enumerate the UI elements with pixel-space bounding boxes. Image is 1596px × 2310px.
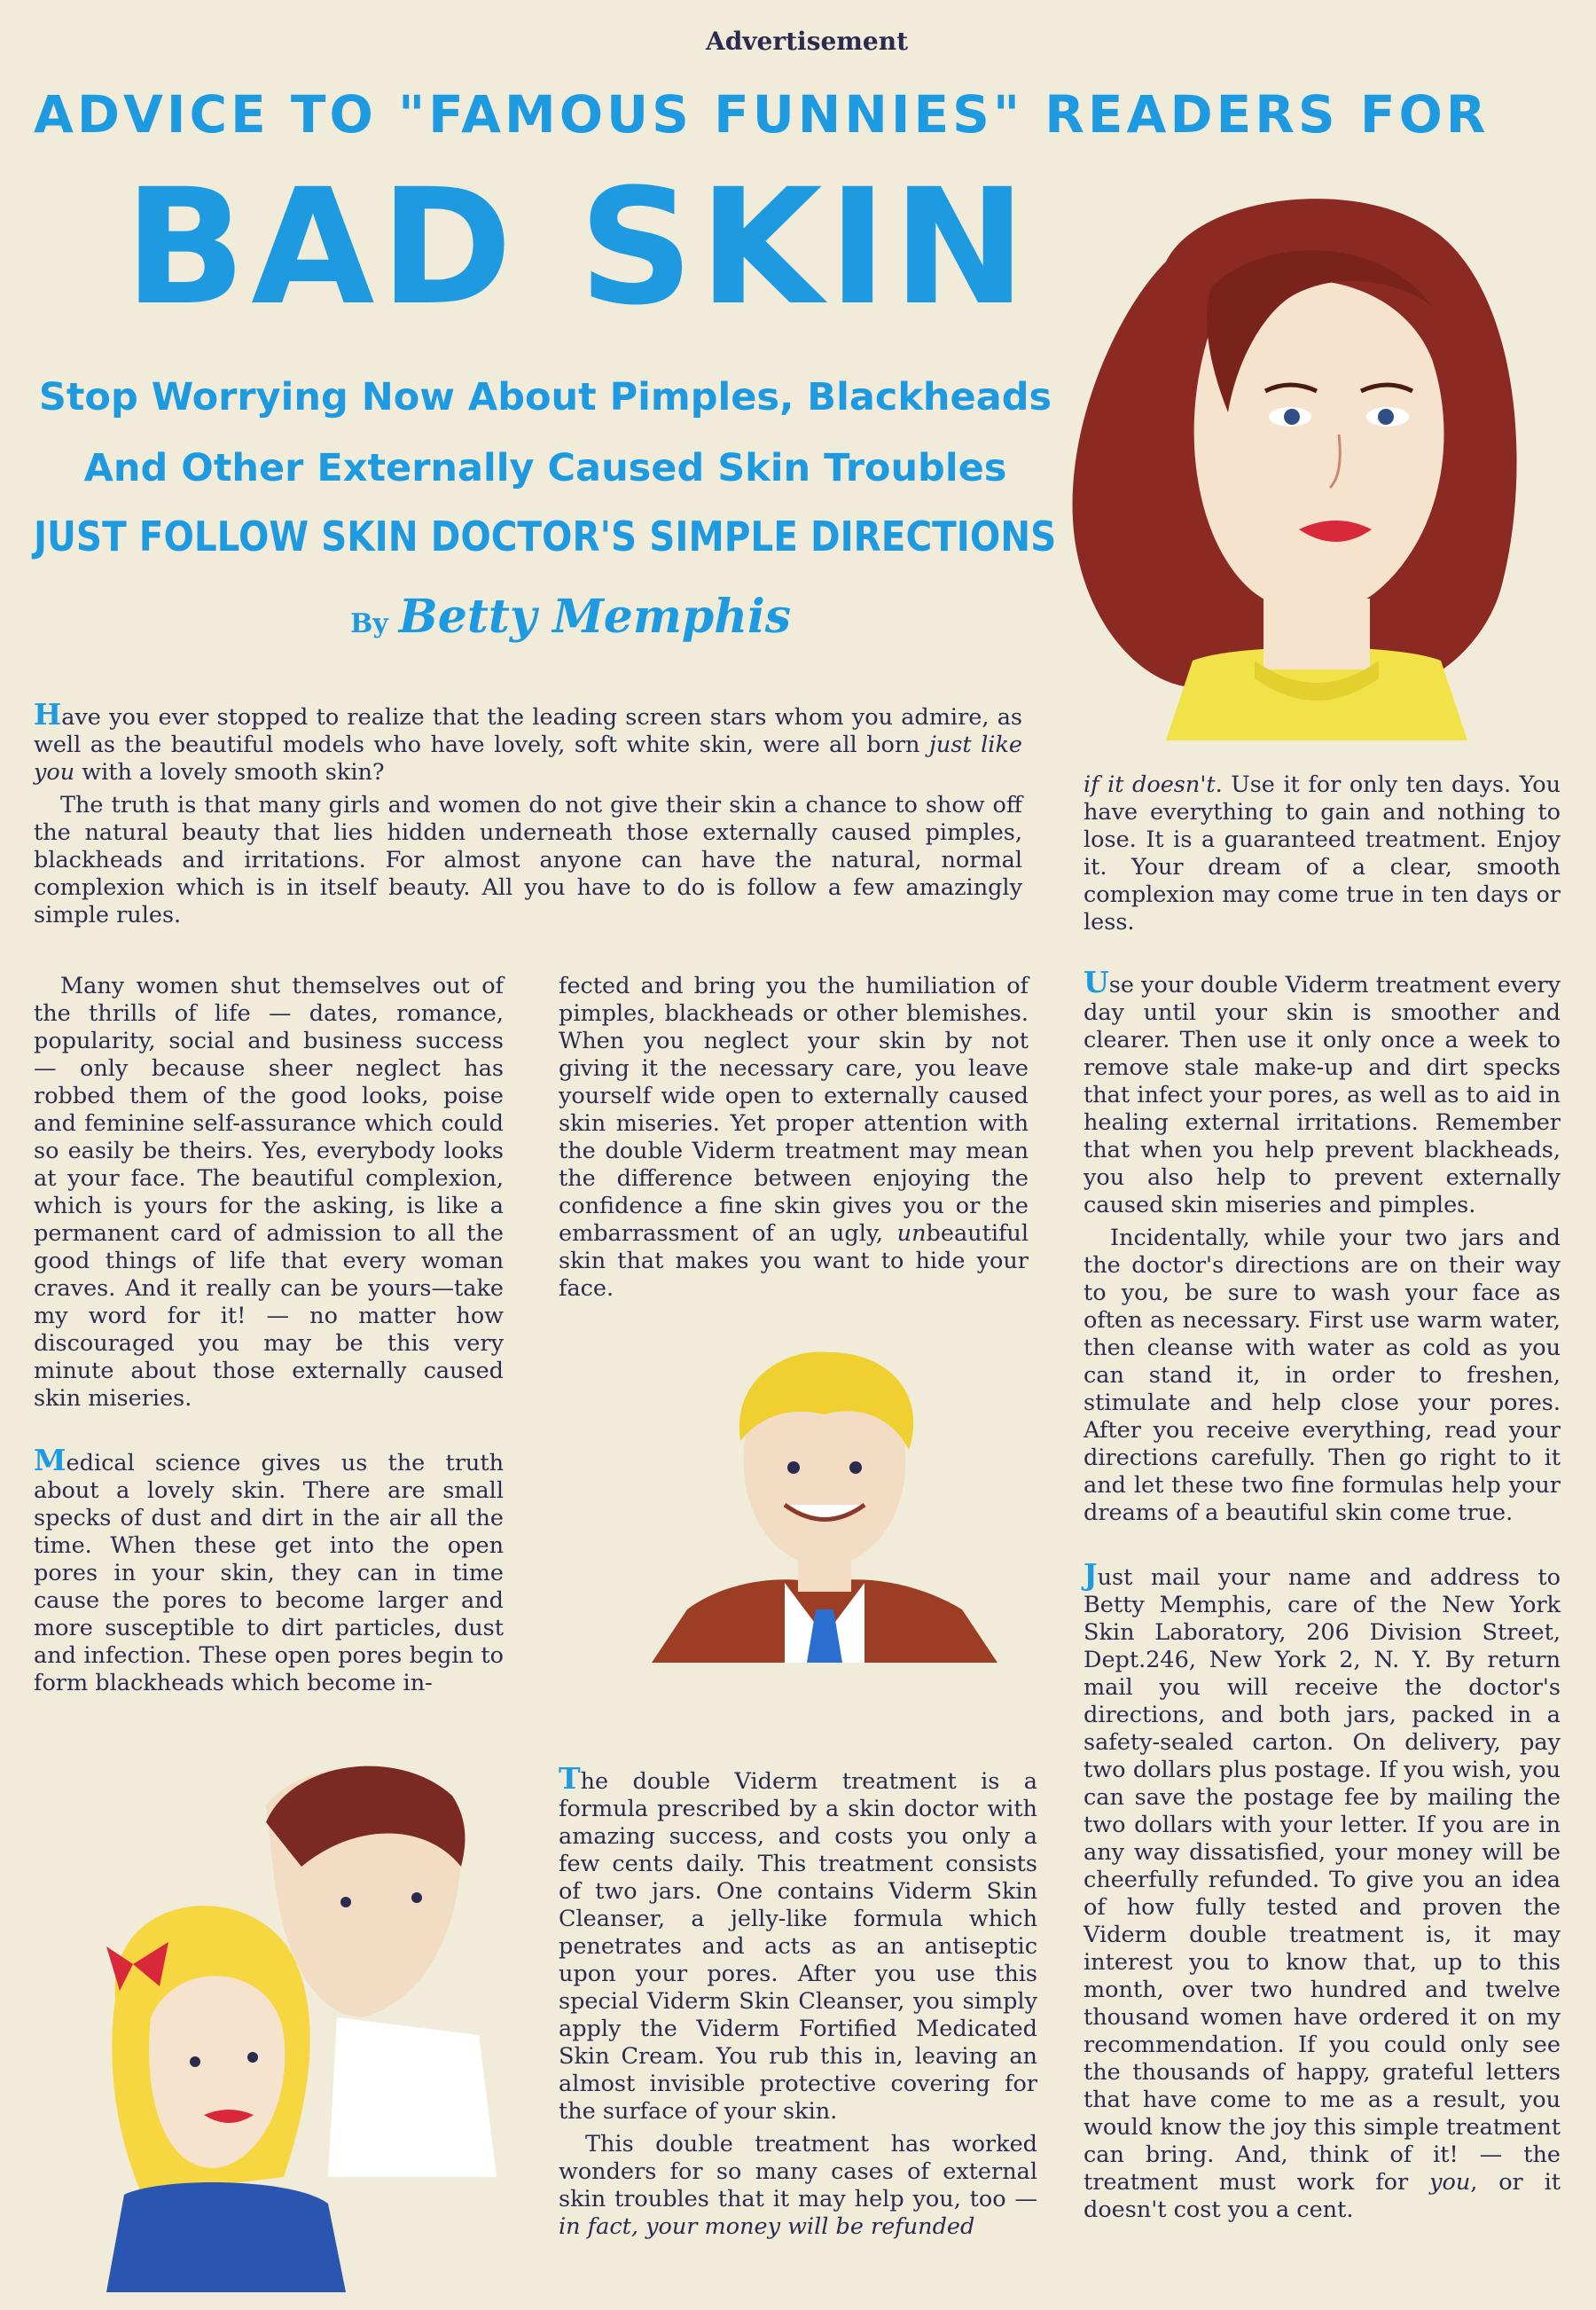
drop-cap: U <box>1084 965 1109 999</box>
col3-paragraph-0 <box>1084 771 1561 936</box>
col3-p0-body: . Use it for only ten days. You have everything to gain and nothing to lose. It is a guaranteed treatment. Enjoy it. Your dream of a clear, smooth complexion may come true in ten days or less. <box>1084 771 1561 936</box>
drop-cap: M <box>34 1443 66 1477</box>
col1-paragraph-2 <box>34 1443 504 1697</box>
subhead-line-2: And Other Externally Caused Skin Troubles <box>83 446 1007 490</box>
col2-p3-emphasis: — in fact, your money will be refunded <box>559 2186 1037 2240</box>
intro-section <box>34 697 1022 929</box>
byline-by: By <box>350 608 388 639</box>
drop-cap: H <box>34 697 62 732</box>
col3-p0-emphasis: if it doesn't <box>1084 771 1216 798</box>
col3-paragraph-1 <box>1084 965 1561 1219</box>
headline-main: BAD SKIN <box>124 155 1032 341</box>
author-name: Betty Memphis <box>398 590 792 644</box>
col2-paragraph-1 <box>559 973 1029 1303</box>
col3-p3-body-a: ust mail your name and address to Betty Memphis, care of the New York Skin Laboratory, 206 Division Street, Dept.246, New York 2, N. Y. By return mail you will receive the doctor's directions, and both jars, packed in a safety-sealed carton. On delivery, pay two dollars plus postage. If you wish, you can save the postage fee by mailing the two dollars with your letter. If you are in any way dissatisfied, your money will be cheerfully refunded. To give you an idea of how fully tested and proven the Viderm double treatment is, it may interest you to know that, up to this month, over two hundred and twelve thousand women have ordered it on my recommendation. If you could only see the thousands of happy, grateful letters that have come to me as a result, you would know the joy this simple treatment can bring. And, think of it! — the treatment must work for <box>1084 1564 1561 2196</box>
col2-paragraph-3 <box>559 2131 1037 2241</box>
subhead-line-1: Stop Worrying Now About Pimples, Blackheads <box>38 375 1052 419</box>
col3-p3-emphasis: you <box>1429 2169 1471 2196</box>
col2-p3-body: This double treatment has worked wonders for so many cases of external skin troubles that it may help you, too <box>559 2131 1037 2212</box>
advertisement-label: Advertisement <box>705 27 909 56</box>
col3-paragraph-3 <box>1084 1557 1561 2224</box>
column-2-top <box>559 973 1029 1303</box>
col1-paragraph-1: Many women shut themselves out of the thrills of life — dates, romance, popularity, social and business success — only because sheer neglect has robbed them of the good looks, poise and feminine self-assurance which could so easily be theirs. Yes, everybody looks at your face. The beautiful complexion, which is yours for the asking, is like a permanent card of admission to all the good things of life that every woman craves. And it really can be yours—take my word for it! — no matter how discouraged you may be this very minute about those externally caused skin miseries. <box>34 973 504 1412</box>
man-portrait-illustration <box>652 1343 998 1663</box>
intro-paragraph-2: The truth is that many girls and women do not give their skin a chance to show off the natural beauty that lies hidden underneath those externally caused pimples, blackheads and irritations. For almost anyone can have the natural, normal complexion which is in itself beauty. All you have to do is follow a few amazingly simple rules. <box>34 792 1022 928</box>
col2-paragraph-2 <box>559 1761 1037 2126</box>
directions-heading: JUST FOLLOW SKIN DOCTOR'S SIMPLE DIRECTIONS <box>34 513 1057 560</box>
column-3-top <box>1084 771 1561 936</box>
intro-p1-emphasis: just like you <box>34 732 1022 786</box>
col2-p2-body: he double Viderm treatment is a formula prescribed by a skin doctor with amazing success, and costs you only a few cents daily. This treatment consists of two jars. One contains Viderm Skin Cleanser, a jelly-like formula which penetrates and acts as an antiseptic upon your pores. After you use this special Viderm Skin Cleanser, you simply apply the Viderm Fortified Medicated Skin Cream. You rub this in, leaving an almost invisible protective covering for the surface of your skin. <box>559 1768 1037 2125</box>
headline-top: ADVICE TO "FAMOUS FUNNIES" READERS FOR <box>34 84 1490 145</box>
intro-p1-body: ave you ever stopped to realize that the leading screen stars whom you admire, as well as the beautiful models who have lovely, soft white skin, were all born <box>34 704 1022 758</box>
couple-portrait-illustration <box>89 1751 550 2292</box>
col3-paragraph-2: Incidentally, while your two jars and the doctor's directions are on their way to you, be sure to wash your face as often as necessary. First use warm water, then cleanse with water as cold as you can stand it, in order to freshen, stimulate and help close your pores. After you receive everything, read your directions carefully. Then go right to it and let these two fine formulas help your dreams of a beautiful skin come true. <box>1084 1225 1561 1526</box>
subheadline <box>27 362 1064 504</box>
column-3 <box>1084 965 1561 2224</box>
byline <box>350 590 791 644</box>
drop-cap: J <box>1084 1557 1098 1592</box>
column-1 <box>34 973 504 1697</box>
intro-paragraph-1 <box>34 697 1022 787</box>
col1-p2-body: edical science gives us the truth about a lovely skin. There are small specks of dust and dirt in the air all the time. When these get into the open pores in your skin, they can in time cause the pores to become larger and more susceptible to dirt particles, dust and infection. These open pores begin to form blackheads which become in- <box>34 1450 504 1696</box>
col2-p1-end: beautiful skin that makes you want to hide your face. <box>559 1220 1029 1302</box>
column-2-bottom <box>559 1761 1037 2241</box>
intro-p1-end: with a lovely smooth skin? <box>74 759 385 786</box>
col2-p1-emphasis: un <box>896 1220 927 1247</box>
col3-p1-body: se your double Viderm treatment every day until your skin is smoother and clearer. Then use it only once a week to remove stale make-up and dirt specks that infect your pores, as well as to aid in healing external irritations. Remember that when you help prevent blackheads, you also help to prevent externally caused skin miseries and pimples. <box>1084 972 1561 1218</box>
woman-portrait-illustration <box>1060 182 1556 740</box>
col2-p1-start: fected and bring you the humiliation of pimples, blackheads or other blemishes. When you neglect your skin by not giving it the necessary care, you leave yourself wide open to externally caused skin miseries. Yet proper attention with the double Viderm treatment may mean the difference between enjoying the confidence a fine skin gives you or the embarrassment of an ugly, <box>559 973 1029 1247</box>
drop-cap: T <box>559 1761 581 1796</box>
col3-p3-body-b: , or it doesn't cost you a cent. <box>1084 2169 1561 2223</box>
